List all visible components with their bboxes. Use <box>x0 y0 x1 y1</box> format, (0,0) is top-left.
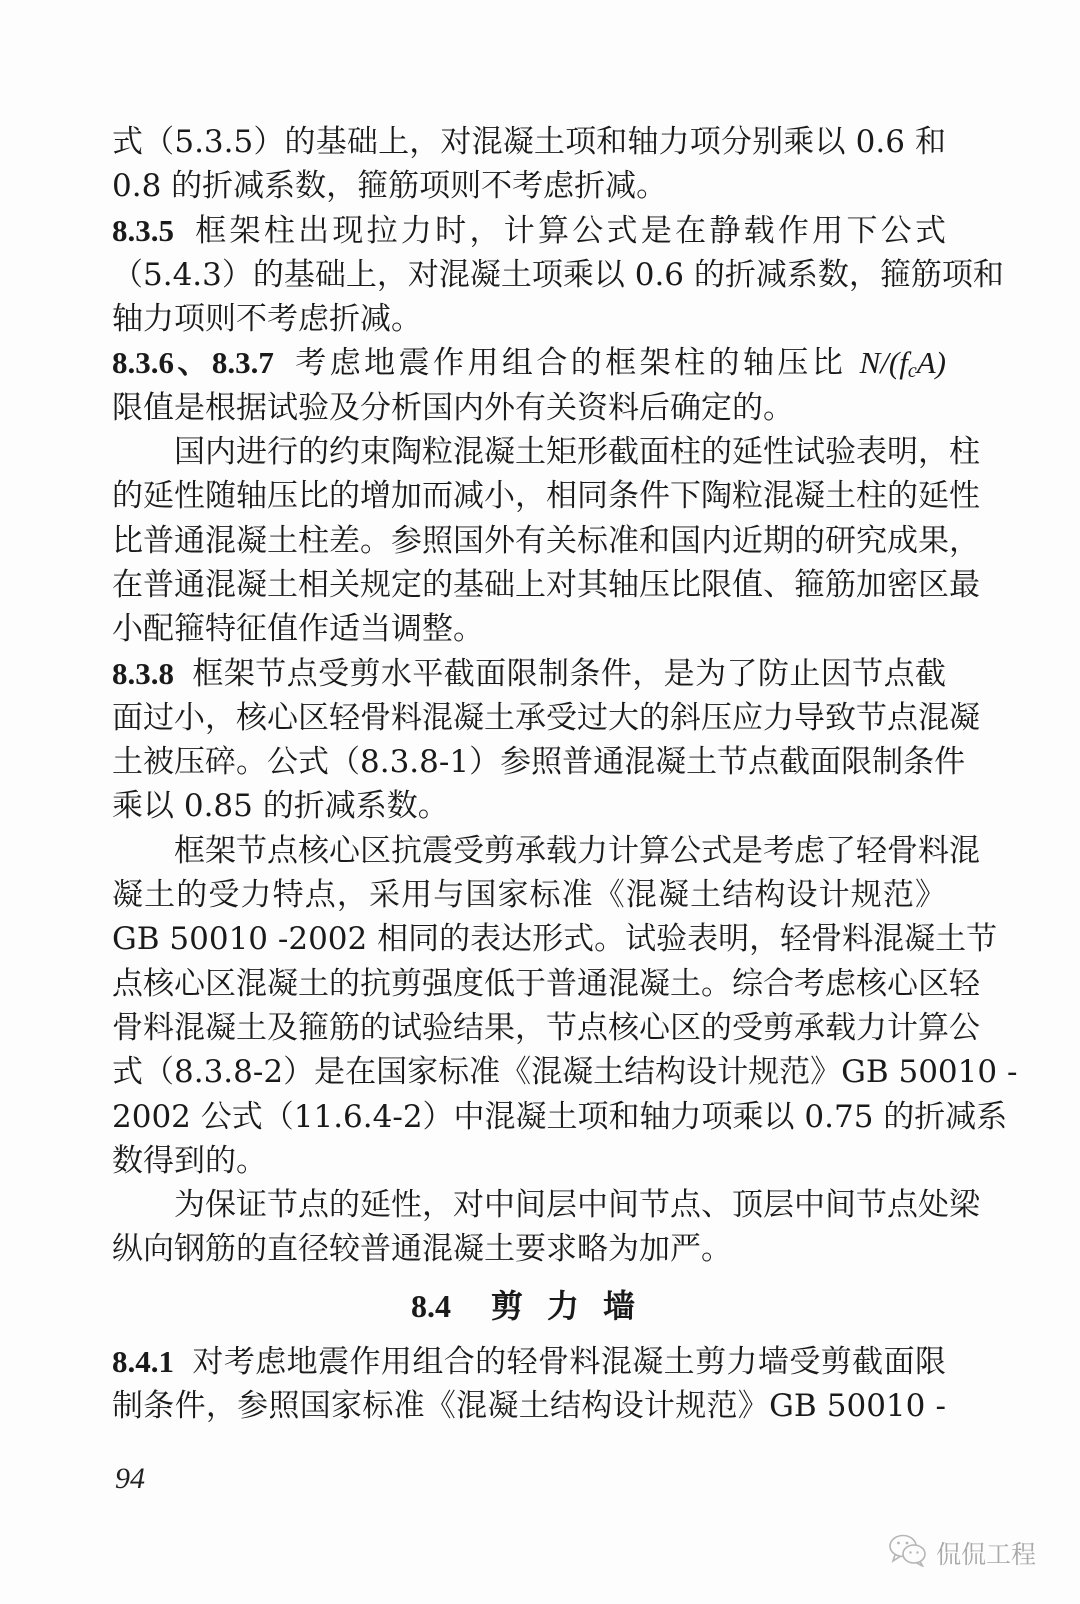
section-heading <box>112 1272 946 1340</box>
clause-8-3-6-8-3-7 <box>112 341 946 430</box>
text-line: 2002 公式（11.6.4-2）中混凝土项和轴力项乘以 0.75 的折减系 <box>112 1098 1008 1135</box>
paragraph-joint-ductility <box>112 1183 980 1272</box>
text-line: 比普通混凝土柱差。参照国外有关标准和国内近期的研究成果， <box>112 522 980 559</box>
text-line: 框架节点核心区抗震受剪承载力计算公式是考虑了轻骨料混 <box>174 832 980 869</box>
section-title: 剪 力 墙 <box>490 1286 636 1325</box>
text-line: 乘以 0.85 的折减系数。 <box>112 788 449 825</box>
text-line: 式（8.3.8-2）是在国家标准《混凝土结构设计规范》GB 50010 - <box>112 1054 1018 1091</box>
watermark-text: 侃侃工程 <box>936 1540 1037 1569</box>
text-line: 的延性随轴压比的增加而减小，相同条件下陶粒混凝土柱的延性 <box>112 478 980 515</box>
text-line: 为保证节点的延性，对中间层中间节点、顶层中间节点处梁 <box>174 1187 980 1224</box>
clause-8-3-5 <box>112 209 1004 342</box>
text-line: 式（5.3.5）的基础上，对混凝土项和轴力项分别乘以 0.6 和 <box>112 124 946 160</box>
text-line: GB 50010 -2002 相同的表达形式。试验表明，轻骨料混凝土节 <box>112 921 998 958</box>
text-line: 考虑地震作用组合的框架柱的轴压比 <box>291 345 847 382</box>
text-line: 数得到的。 <box>112 1142 267 1179</box>
section-number: 8.4 <box>410 1287 451 1324</box>
text-line: 土被压碎。公式（8.3.8-1）参照普通混凝土节点截面限制条件 <box>112 744 966 781</box>
paragraph-ductility-test <box>112 430 980 651</box>
page-number: 94 <box>115 1462 145 1495</box>
text-line: 骨料混凝土及箍筋的试验结果，节点核心区的受剪承载力计算公 <box>112 1009 980 1046</box>
text-line: 国内进行的约束陶粒混凝土矩形截面柱的延性试验表明，柱 <box>174 434 980 471</box>
document-page <box>112 120 1018 1428</box>
axial-ratio-formula: $N/(f_cA)$ <box>859 345 947 383</box>
text-line: 在普通混凝土相关规定的基础上对其轴压比限值、箍筋加密区最 <box>112 566 980 603</box>
text-line: 框架柱出现拉力时，计算公式是在静载作用下公式 <box>192 212 946 249</box>
text-line: 框架节点受剪水平截面限制条件，是为了防止因节点截 <box>192 655 946 692</box>
text-line: 制条件，参照国家标准《混凝土结构设计规范》GB 50010 - <box>112 1388 946 1425</box>
text-line: 面过小，核心区轻骨料混凝土承受过大的斜压应力导致节点混凝 <box>112 699 980 736</box>
text-line: 纵向钢筋的直径较普通混凝土要求略为加严。 <box>112 1231 732 1268</box>
paragraph-continuation <box>112 120 946 209</box>
text-line: 0.8 的折减系数，箍筋项则不考虑折减。 <box>112 168 668 205</box>
text-line: 对考虑地震作用组合的轻骨料混凝土剪力墙受剪截面限 <box>192 1343 946 1380</box>
clause-8-4-1 <box>112 1340 946 1429</box>
text-line: 凝土的受力特点，采用与国家标准《混凝土结构设计规范》 <box>112 877 946 914</box>
text-line: （5.4.3）的基础上，对混凝土项乘以 0.6 的折减系数，箍筋项和 <box>112 256 1004 293</box>
clause-number: 8.3.5 <box>112 212 174 248</box>
text-line: 轴力项则不考虑折减。 <box>112 301 422 338</box>
paragraph-joint-shear-capacity <box>112 829 1018 1183</box>
text-line: 限值是根据试验及分析国内外有关资料后确定的。 <box>112 389 794 426</box>
clause-number: 8.3.8 <box>112 655 174 691</box>
clause-8-3-8 <box>112 652 980 829</box>
wechat-icon <box>888 1533 936 1573</box>
text-line: 小配箍特征值作适当调整。 <box>112 611 484 648</box>
watermark <box>888 1533 1036 1573</box>
text-line: 点核心区混凝土的抗剪强度低于普通混凝土。综合考虑核心区轻 <box>112 965 980 1002</box>
clause-number: 8.3.6、8.3.7 <box>112 345 274 381</box>
clause-number: 8.4.1 <box>112 1343 174 1379</box>
